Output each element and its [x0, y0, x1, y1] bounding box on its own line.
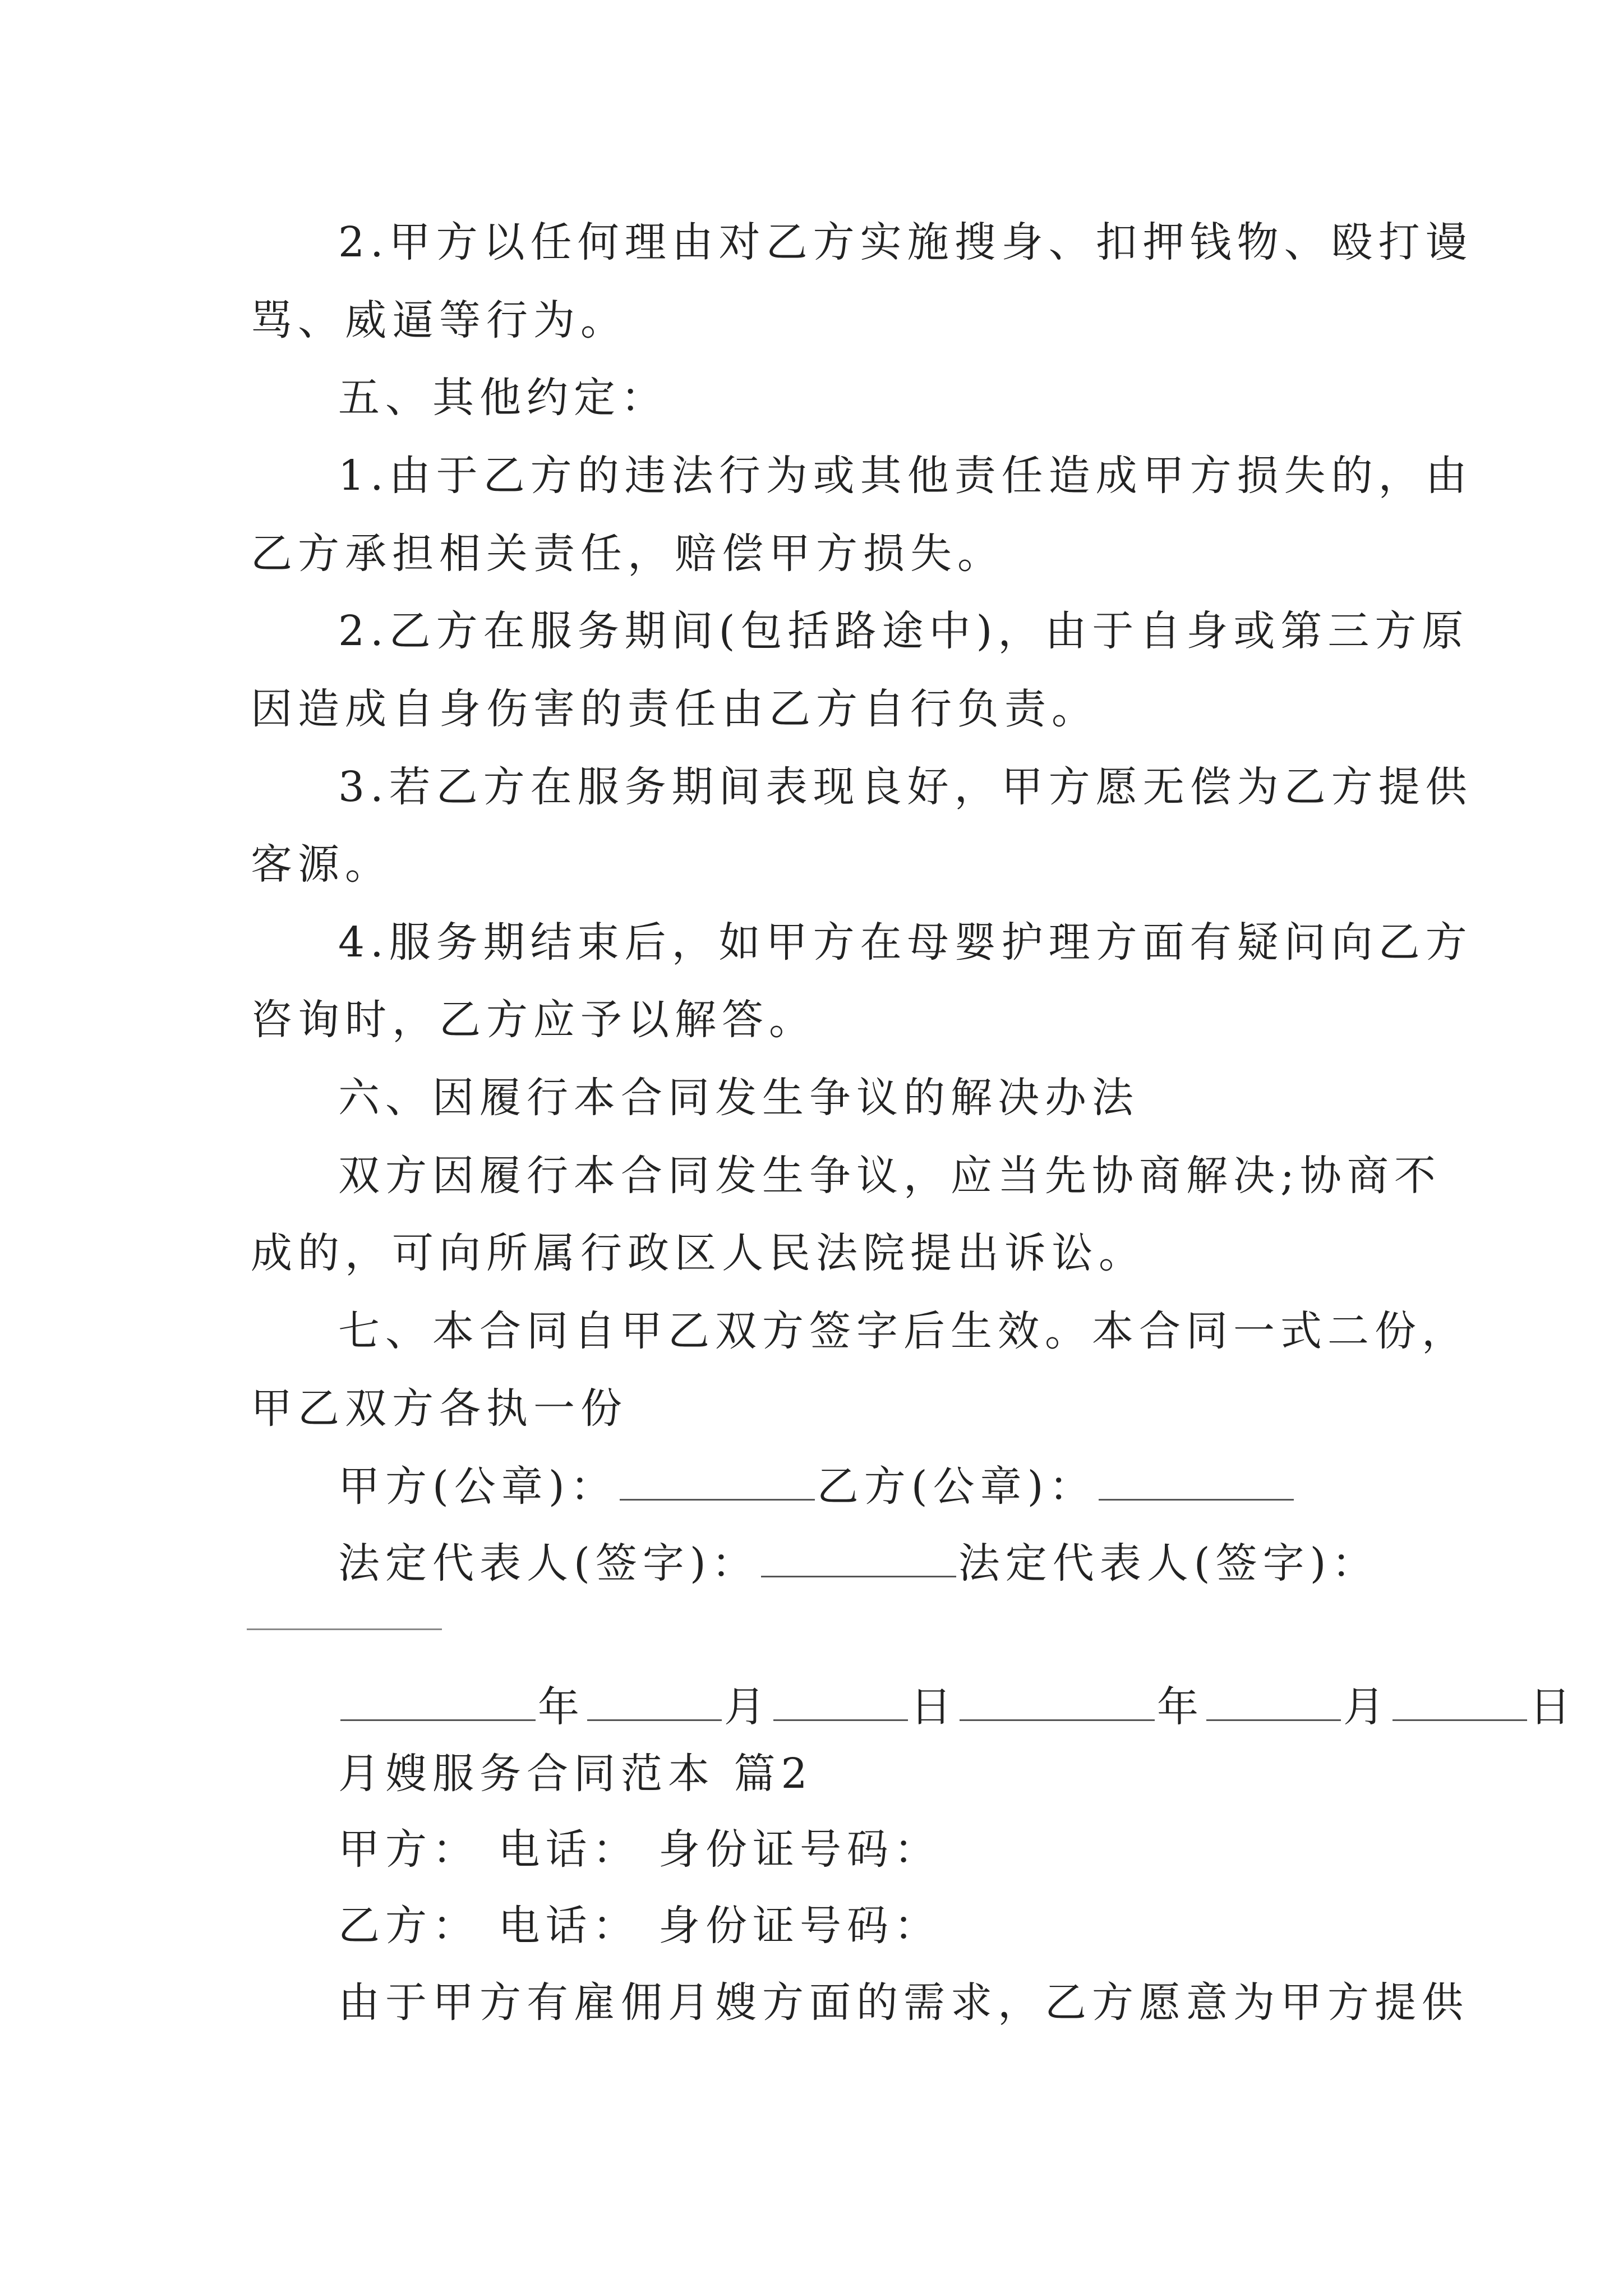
date-b-day-label: 日: [1529, 1683, 1576, 1731]
section-7-line-1: 七、本合同自甲乙双方签字后生效。本合同一式二份，: [338, 1307, 1469, 1355]
clause-5-4-line-2: 咨询时，乙方应予以解答。: [251, 996, 816, 1044]
clause-5-3-line-1: 3.若乙方在服务期间表现良好，甲方愿无偿为乙方提供: [338, 763, 1473, 811]
date-a-day-blank[interactable]: [773, 1719, 908, 1721]
date-b-month-blank[interactable]: [1206, 1719, 1341, 1721]
clause-5-2-line-1: 2.乙方在服务期间(包括路途中)，由于自身或第三方原: [338, 607, 1469, 655]
date-b-year-blank[interactable]: [960, 1719, 1155, 1721]
section-2-party-b: 乙方： 电话： 身份证号码：: [338, 1902, 942, 1950]
clause-5-1-line-2: 乙方承担相关责任，赔偿甲方损失。: [251, 530, 1004, 578]
clause-4-2-line-1: 2.甲方以任何理由对乙方实施搜身、扣押钱物、殴打谩: [338, 218, 1473, 266]
party-b-seal-blank[interactable]: [1099, 1499, 1294, 1501]
party-a-seal-blank[interactable]: [620, 1499, 815, 1501]
section-5-heading: 五、其他约定：: [338, 374, 668, 422]
date-b-month-label: 月: [1343, 1683, 1390, 1731]
party-a-seal-label: 甲方(公章)：: [338, 1462, 617, 1511]
clause-5-2-line-2: 因造成自身伤害的责任由乙方自行负责。: [251, 685, 1099, 733]
section-6-text-line-2: 成的，可向所属行政区人民法院提出诉讼。: [251, 1229, 1146, 1277]
legal-rep-a-blank[interactable]: [761, 1576, 956, 1577]
clause-5-4-line-1: 4.服务期结束后，如甲方在母婴护理方面有疑问向乙方: [338, 918, 1473, 967]
date-a-month-blank[interactable]: [587, 1719, 722, 1721]
legal-rep-b-blank[interactable]: [247, 1628, 442, 1630]
date-row: [338, 1679, 1576, 1735]
date-a-year-blank[interactable]: [340, 1719, 536, 1721]
date-b-year-label: 年: [1157, 1683, 1204, 1731]
date-a-month-label: 月: [724, 1683, 771, 1731]
clause-5-1-line-1: 1.由于乙方的违法行为或其他责任造成甲方损失的，由: [338, 452, 1473, 500]
party-b-seal-label: 乙方(公章)：: [817, 1462, 1096, 1511]
date-a-day-label: 日: [910, 1683, 957, 1731]
date-a-year-label: 年: [538, 1683, 585, 1731]
section-6-text-line-1: 双方因履行本合同发生争议，应当先协商解决;协商不: [338, 1152, 1441, 1200]
section-2-title: 月嫂服务合同范本 篇2: [338, 1750, 813, 1798]
legal-rep-a-label: 法定代表人(签字)：: [338, 1539, 759, 1588]
section-7-line-2: 甲乙双方各执一份: [251, 1384, 628, 1433]
section-2-intro: 由于甲方有雇佣月嫂方面的需求，乙方愿意为甲方提供: [338, 1978, 1469, 2027]
legal-rep-b-label: 法定代表人(签字)：: [958, 1539, 1379, 1588]
seal-row: [338, 1458, 1296, 1515]
legal-rep-row: [338, 1535, 1379, 1591]
date-b-day-blank[interactable]: [1393, 1719, 1527, 1721]
section-2-party-a: 甲方： 电话： 身份证号码：: [338, 1825, 942, 1874]
clause-5-3-line-2: 客源。: [251, 840, 392, 889]
section-6-heading: 六、因履行本合同发生争议的解决办法: [338, 1074, 1139, 1122]
clause-4-2-line-2: 骂、威逼等行为。: [251, 296, 628, 344]
